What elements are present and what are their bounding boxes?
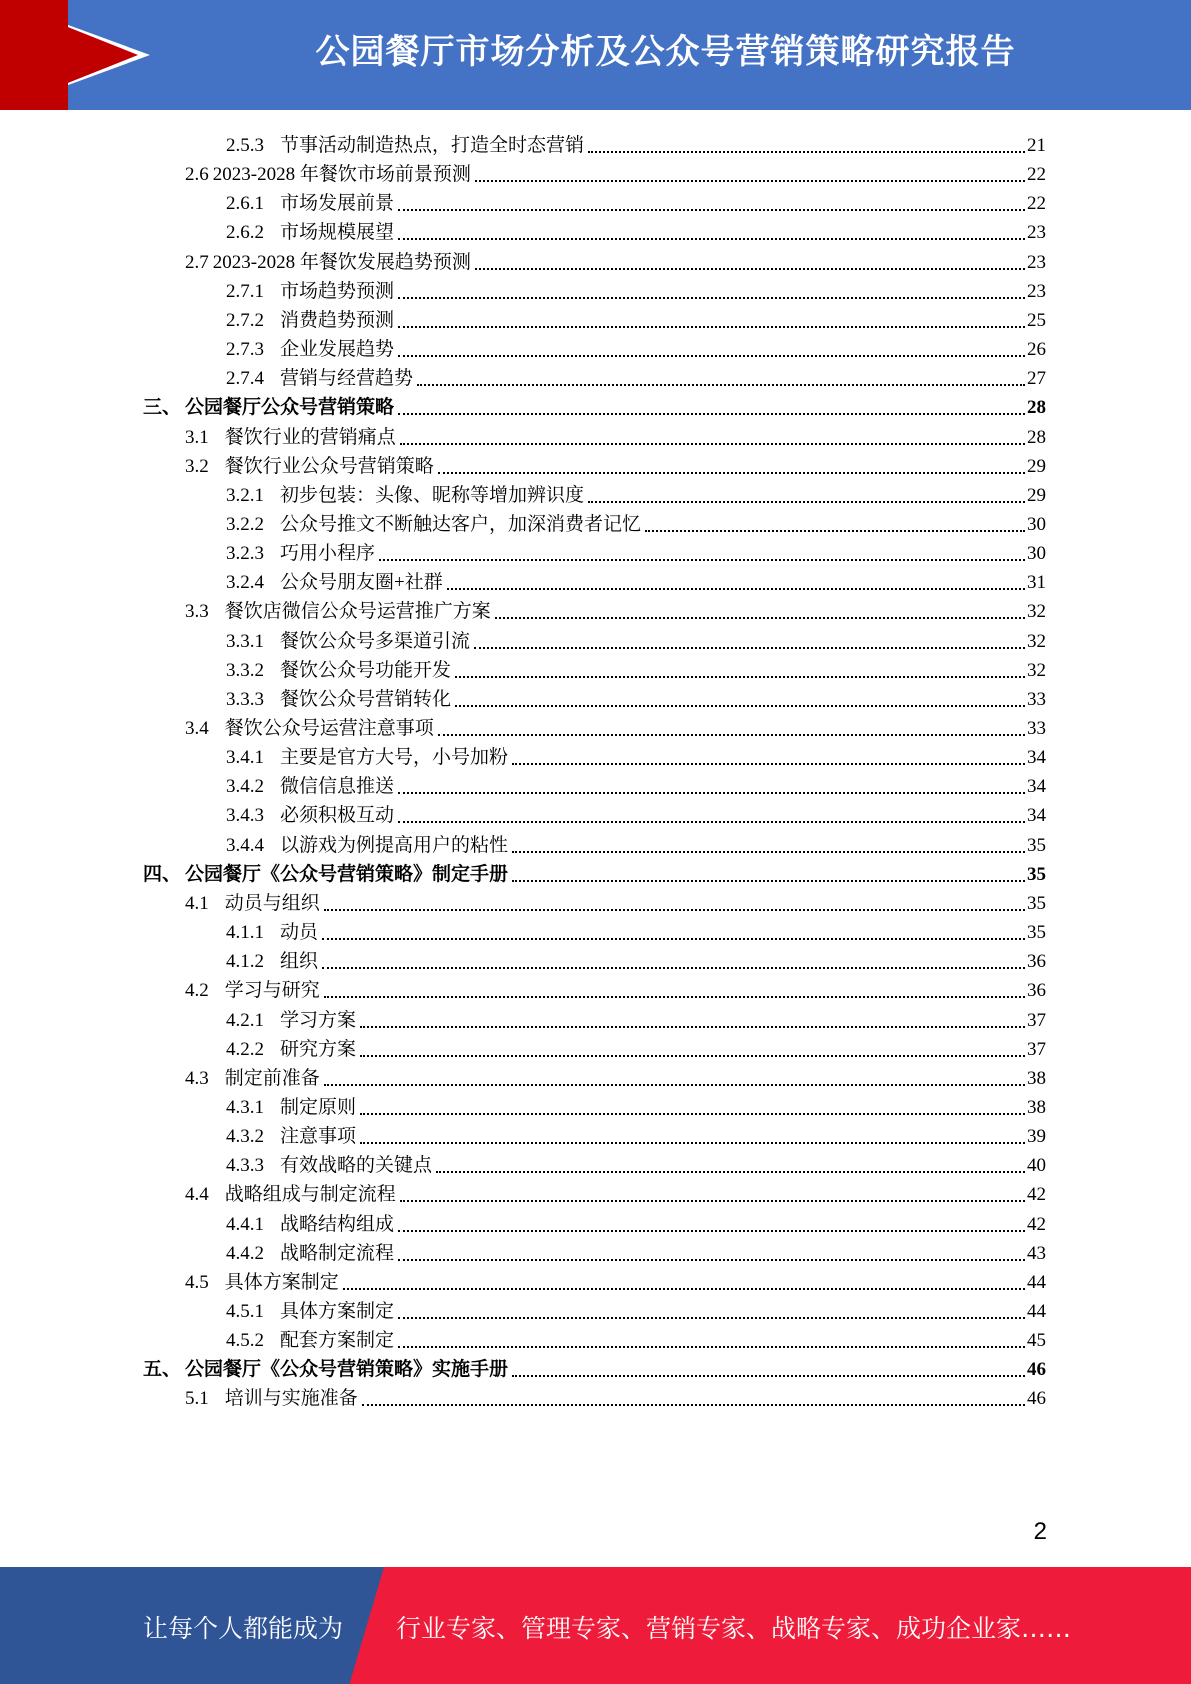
header-red-chevron [0, 0, 138, 110]
toc-leader-dots [324, 1083, 1025, 1086]
toc-leader-dots [400, 442, 1025, 445]
toc-leader-dots [588, 150, 1025, 153]
toc-entry[interactable] [143, 856, 1046, 887]
toc-entry-number: 3.3.2 [226, 659, 264, 681]
toc-entry-number: 4.2.1 [226, 1009, 264, 1031]
toc-entry-page: 38 [1027, 1096, 1046, 1118]
toc-entry-page: 37 [1027, 1009, 1046, 1031]
toc-entry[interactable] [226, 331, 1046, 362]
toc-entry-page: 46 [1027, 1359, 1046, 1381]
toc-entry-title: 餐饮店微信公众号运营推广方案 [224, 601, 491, 623]
toc-entry-number: 3.4.4 [226, 834, 264, 856]
toc-entry-number: 4.5.1 [226, 1301, 264, 1322]
toc-entry-page: 45 [1027, 1330, 1046, 1352]
toc-entry-number: 4.4.2 [226, 1242, 264, 1264]
toc-entry[interactable] [226, 1235, 1046, 1266]
toc-entry-page: 46 [1027, 1388, 1046, 1410]
toc-entry-number: 2.6 [185, 164, 209, 186]
toc-entry-title: 公众号朋友圈+社群 [280, 572, 443, 594]
toc-leader-dots [512, 850, 1025, 853]
toc-entry-number: 2.7.3 [226, 339, 264, 361]
toc-entry[interactable] [185, 419, 1046, 450]
toc-entry[interactable] [185, 593, 1046, 624]
toc-leader-dots [438, 471, 1025, 474]
toc-entry-number: 2.5.3 [226, 135, 264, 156]
toc-entry-page: 33 [1027, 718, 1046, 739]
toc-leader-dots [398, 325, 1025, 328]
toc-entry-page: 34 [1027, 747, 1046, 769]
toc-entry-number: 3.3.3 [226, 688, 264, 710]
toc-entry-title: 公园餐厅《公众号营销策略》实施手册 [185, 1359, 509, 1381]
page-footer [0, 1567, 1191, 1684]
toc-entry[interactable] [226, 768, 1046, 799]
toc-leader-dots [400, 1199, 1025, 1202]
toc-entry-number: 4.5.2 [226, 1330, 264, 1352]
toc-leader-dots [360, 1112, 1025, 1115]
toc-entry-number: 3.2.3 [226, 543, 264, 565]
toc-entry[interactable] [226, 302, 1046, 333]
toc-entry[interactable] [226, 797, 1046, 828]
toc-entry[interactable] [226, 273, 1046, 304]
toc-entry[interactable] [226, 127, 1046, 158]
toc-entry-number: 2.7.2 [226, 309, 264, 331]
toc-entry-number: 4.3 [185, 1067, 209, 1089]
toc-entry[interactable] [226, 827, 1046, 858]
toc-entry-title: 必须积极互动 [280, 805, 395, 827]
toc-leader-dots [360, 1025, 1025, 1028]
toc-entry-number: 4.5 [185, 1271, 209, 1293]
toc-entry[interactable] [226, 1322, 1046, 1353]
toc-entry[interactable] [226, 1118, 1046, 1149]
toc-leader-dots [438, 733, 1025, 736]
toc-entry-page: 29 [1027, 455, 1046, 477]
toc-entry-number: 4.1.2 [226, 951, 264, 973]
page-number: 2 [1033, 1518, 1047, 1545]
toc-entry[interactable] [226, 360, 1046, 391]
toc-entry-title: 公众号推文不断触达客户，加深消费者记忆 [280, 513, 642, 535]
toc-entry-title: 餐饮公众号功能开发 [280, 659, 452, 681]
toc-entry-page: 23 [1027, 251, 1046, 273]
toc-entry-title: 市场趋势预测 [280, 280, 395, 302]
toc-entry-number: 4.3.1 [226, 1096, 264, 1118]
toc-entry[interactable] [226, 1089, 1046, 1120]
toc-entry-number: 五、 [143, 1359, 182, 1381]
toc-entry-title: 具体方案制定 [224, 1271, 339, 1293]
toc-entry-page: 27 [1027, 368, 1046, 390]
toc-entry-page: 28 [1027, 426, 1046, 448]
toc-entry-page: 22 [1027, 164, 1046, 186]
toc-entry-number: 4.2 [185, 980, 209, 1002]
toc-entry-page: 34 [1027, 776, 1046, 798]
toc-entry[interactable] [185, 244, 1046, 275]
toc-entry-number: 4.4 [185, 1184, 209, 1206]
toc-entry-title: 培训与实施准备 [224, 1388, 358, 1410]
toc-entry-number: 3.2.2 [226, 513, 264, 535]
toc-entry-title: 制定前准备 [224, 1067, 320, 1089]
toc-entry-title: 公园餐厅《公众号营销策略》制定手册 [185, 863, 509, 885]
toc-entry-title: 研究方案 [280, 1038, 357, 1060]
toc-entry-page: 32 [1027, 630, 1046, 652]
toc-leader-dots [398, 208, 1025, 211]
toc-entry-page: 30 [1027, 513, 1046, 535]
toc-leader-dots [417, 383, 1025, 386]
toc-entry-page: 44 [1027, 1271, 1046, 1293]
toc-entry-number: 4.3.3 [226, 1155, 264, 1177]
toc-entry-page: 35 [1027, 922, 1046, 944]
toc-entry-number: 2.6.1 [226, 193, 264, 215]
toc-entry-number: 3.2.1 [226, 484, 264, 506]
toc-entry[interactable] [185, 1176, 1046, 1207]
toc-leader-dots [398, 296, 1025, 299]
toc-entry-number: 4.4.1 [226, 1213, 264, 1235]
toc-entry[interactable] [226, 943, 1046, 974]
toc-entry[interactable] [226, 535, 1046, 566]
toc-entry-number: 3.1 [185, 426, 209, 448]
toc-entry[interactable] [185, 885, 1046, 916]
toc-entry-title: 战略结构组成 [280, 1213, 395, 1235]
toc-entry[interactable] [226, 185, 1046, 216]
toc-entry[interactable] [226, 506, 1046, 537]
toc-entry-title: 主要是官方大号，小号加粉 [280, 747, 509, 769]
toc-entry[interactable] [226, 1293, 1046, 1324]
toc-entry-page: 35 [1027, 863, 1046, 885]
toc-entry-page: 42 [1027, 1213, 1046, 1235]
toc-entry-title: 节事活动制造热点，打造全时态营销 [280, 135, 585, 156]
toc-entry-page: 23 [1027, 222, 1046, 244]
toc-leader-dots [398, 1345, 1025, 1348]
toc-entry-title: 企业发展趋势 [280, 339, 395, 361]
toc-entry-title: 餐饮公众号多渠道引流 [280, 630, 471, 652]
toc-entry-number: 4.1 [185, 892, 209, 914]
toc-entry[interactable] [185, 1380, 1046, 1411]
toc-leader-dots [398, 820, 1025, 823]
toc-entry-page: 35 [1027, 834, 1046, 856]
toc-entry-page: 36 [1027, 980, 1046, 1002]
toc-entry-page: 44 [1027, 1301, 1046, 1322]
toc-entry-number: 3.2 [185, 455, 209, 477]
toc-entry-page: 38 [1027, 1067, 1046, 1089]
toc-entry-title: 配套方案制定 [280, 1330, 395, 1352]
toc-entry-title: 学习方案 [280, 1009, 357, 1031]
toc-leader-dots [360, 1054, 1025, 1057]
toc-entry[interactable] [226, 1002, 1046, 1033]
toc-entry[interactable] [226, 681, 1046, 712]
page-header [0, 0, 1191, 110]
toc-entry-page: 35 [1027, 892, 1046, 914]
toc-leader-dots [512, 762, 1025, 765]
toc-leader-dots [495, 616, 1025, 619]
toc-leader-dots [362, 1403, 1025, 1406]
toc-entry[interactable] [185, 1264, 1046, 1295]
toc-leader-dots [324, 908, 1025, 911]
toc-entry-page: 33 [1027, 688, 1046, 710]
toc-entry-page: 22 [1027, 193, 1046, 215]
toc-leader-dots [455, 675, 1025, 678]
toc-entry-title: 餐饮公众号营销转化 [280, 688, 452, 710]
toc-entry-title: 巧用小程序 [280, 543, 376, 565]
toc-entry[interactable] [226, 1031, 1046, 1062]
toc-entry-number: 四、 [143, 863, 182, 885]
toc-leader-dots [398, 1316, 1025, 1319]
footer-slogan-right: 行业专家、管理专家、营销专家、战略专家、成功企业家…… [396, 1614, 1072, 1643]
toc-entry[interactable] [226, 214, 1046, 245]
toc-entry[interactable] [226, 1147, 1046, 1178]
toc-leader-dots [447, 587, 1025, 590]
toc-leader-dots [398, 237, 1025, 240]
toc-entry-page: 25 [1027, 309, 1046, 331]
toc-entry-number: 3.4.3 [226, 805, 264, 827]
toc-entry-number: 3.3.1 [226, 630, 264, 652]
toc-leader-dots [398, 1258, 1025, 1261]
toc-entry-page: 37 [1027, 1038, 1046, 1060]
toc-entry-page: 43 [1027, 1242, 1046, 1264]
toc-leader-dots [398, 791, 1025, 794]
toc-leader-dots [322, 937, 1025, 940]
toc-entry-title: 有效战略的关键点 [280, 1155, 433, 1177]
toc-entry-number: 三、 [143, 397, 182, 419]
toc-leader-dots [360, 1141, 1025, 1144]
toc-leader-dots [512, 879, 1025, 882]
toc-entry-title: 以游戏为例提高用户的粘性 [280, 834, 509, 856]
toc-leader-dots [436, 1170, 1025, 1173]
toc-entry-title: 消费趋势预测 [280, 309, 395, 331]
toc-leader-dots [475, 179, 1025, 182]
toc-entry-title: 学习与研究 [224, 980, 320, 1002]
toc-entry-number: 4.1.1 [226, 922, 264, 944]
toc-entry[interactable] [143, 1351, 1046, 1382]
toc-entry-title: 餐饮公众号运营注意事项 [224, 718, 434, 739]
toc-entry[interactable] [143, 389, 1046, 420]
toc-entry-title: 2023-2028 年餐饮发展趋势预测 [212, 251, 471, 273]
toc-entry[interactable] [185, 972, 1046, 1003]
toc-entry[interactable] [226, 914, 1046, 945]
toc-entry-number: 4.3.2 [226, 1126, 264, 1148]
toc-leader-dots [379, 558, 1025, 561]
toc-leader-dots [475, 267, 1025, 270]
toc-leader-dots [398, 412, 1025, 415]
toc-entry-title: 动员 [280, 922, 319, 944]
toc-entry[interactable] [185, 156, 1046, 187]
toc-entry-title: 战略组成与制定流程 [224, 1184, 396, 1206]
toc-entry-page: 28 [1027, 397, 1046, 419]
toc-entry-number: 2.7.1 [226, 280, 264, 302]
toc-entry-number: 2.7 [185, 251, 209, 273]
toc-leader-dots [398, 1229, 1025, 1232]
toc-entry-page: 26 [1027, 339, 1046, 361]
toc-entry-page: 31 [1027, 572, 1046, 594]
toc-leader-dots [322, 966, 1025, 969]
toc-entry[interactable] [226, 652, 1046, 683]
toc-entry[interactable] [185, 1060, 1046, 1091]
toc-entry-page: 29 [1027, 484, 1046, 506]
toc-entry-page: 32 [1027, 659, 1046, 681]
toc-entry-title: 注意事项 [280, 1126, 357, 1148]
toc-entry-number: 2.6.2 [226, 222, 264, 244]
toc-entry-number: 5.1 [185, 1388, 209, 1410]
toc-entry[interactable] [226, 477, 1046, 508]
toc-entry-page: 39 [1027, 1126, 1046, 1148]
toc-entry-number: 2.7.4 [226, 368, 264, 390]
toc-entry[interactable] [226, 623, 1046, 654]
toc-entry-page: 40 [1027, 1155, 1046, 1177]
toc-entry-page: 36 [1027, 951, 1046, 973]
toc-entry[interactable] [185, 448, 1046, 479]
toc-entry-page: 42 [1027, 1184, 1046, 1206]
toc-entry-number: 3.4 [185, 718, 209, 739]
toc-entry-number: 3.2.4 [226, 572, 264, 594]
toc-entry-page: 30 [1027, 543, 1046, 565]
toc-entry[interactable] [226, 564, 1046, 595]
toc-entry-page: 32 [1027, 601, 1046, 623]
toc-entry-number: 3.4.1 [226, 747, 264, 769]
toc-entry-page: 21 [1027, 135, 1046, 156]
toc-leader-dots [588, 500, 1025, 503]
toc-entry-title: 制定原则 [280, 1096, 357, 1118]
toc-entry-title: 具体方案制定 [280, 1301, 395, 1322]
toc-entry-number: 3.4.2 [226, 776, 264, 798]
toc-entry-title: 市场发展前景 [280, 193, 395, 215]
footer-slogan-left: 让每个人都能成为 [143, 1614, 344, 1643]
toc-entry-title: 市场规模展望 [280, 222, 395, 244]
toc-entry-title: 2023-2028 年餐饮市场前景预测 [212, 164, 471, 186]
toc-entry-title: 微信信息推送 [280, 776, 395, 798]
toc-leader-dots [474, 646, 1025, 649]
toc-leader-dots [645, 529, 1025, 532]
toc-entry-page: 34 [1027, 805, 1046, 827]
toc-entry[interactable] [226, 1206, 1046, 1237]
toc-leader-dots [343, 1287, 1025, 1290]
toc-entry-title: 餐饮行业公众号营销策略 [224, 455, 434, 477]
toc-entry-page: 23 [1027, 280, 1046, 302]
toc-leader-dots [398, 354, 1025, 357]
report-title: 公园餐厅市场分析及公众号营销策略研究报告 [315, 32, 1016, 72]
toc-entry-title: 餐饮行业的营销痛点 [224, 426, 396, 448]
toc-leader-dots [455, 704, 1025, 707]
toc-entry[interactable] [226, 739, 1046, 770]
toc-entry[interactable] [185, 710, 1046, 741]
toc-entry-title: 初步包装：头像、昵称等增加辨识度 [280, 484, 585, 506]
toc-entry-title: 组织 [280, 951, 319, 973]
toc-leader-dots [324, 995, 1025, 998]
toc-entry-title: 公园餐厅公众号营销策略 [185, 397, 395, 419]
toc-entry-title: 战略制定流程 [280, 1242, 395, 1264]
toc-leader-dots [512, 1374, 1025, 1377]
toc-entry-title: 动员与组织 [224, 892, 320, 914]
toc-entry-title: 营销与经营趋势 [280, 368, 414, 390]
toc-entry-number: 4.2.2 [226, 1038, 264, 1060]
toc-entry-number: 3.3 [185, 601, 209, 623]
